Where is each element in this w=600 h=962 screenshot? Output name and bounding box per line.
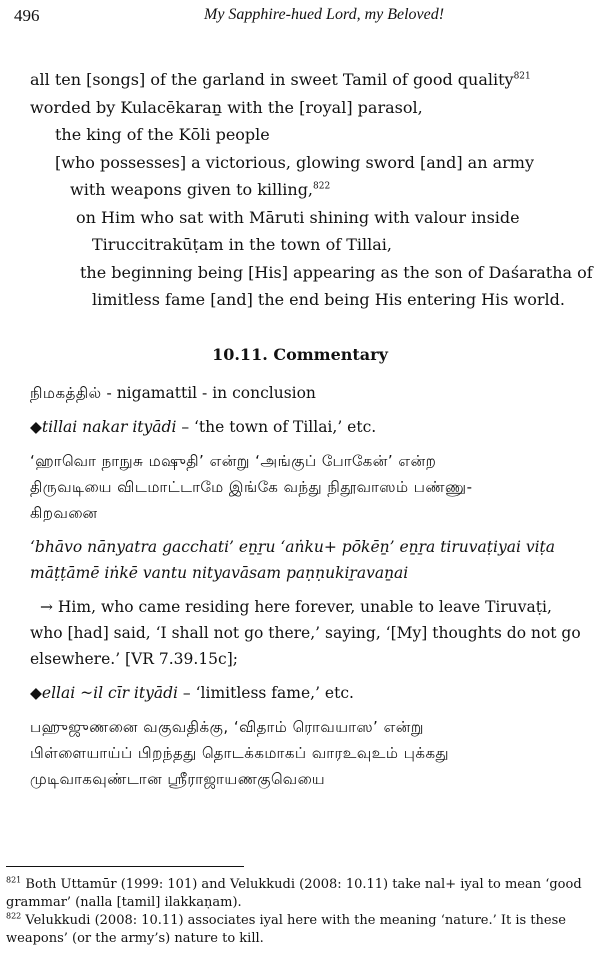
page-number: 496	[14, 6, 40, 25]
page-header	[14, 6, 580, 30]
transliteration-line: ‘bhāvo nānyatra gacchati’ eṉṟu ‘aṅku+ pōkēṉ’ eṉṟa tiruvaṭiyai viṭa	[30, 538, 556, 556]
footnote: $^{821}$ Both Uttamūr (1999: 101) and Velukkudi (2008: 10.11) take nal+ iyal to mean ‘good grammar’ (nalla [tamil] ilakkaṇam).	[6, 875, 582, 910]
verse-line: the king of the Kōli people	[55, 125, 270, 144]
transliteration-line: māṭṭāmē iṅkē vantu nityavāsam paṇṇukiṟavaṉai	[30, 564, 409, 582]
translation-line: who [had] said, ‘I shall not go there,’ saying, ‘[My] thoughts do not go	[30, 624, 581, 642]
commentary-line: ◆tillai nakar ityādi – ‘the town of Tillai,’ etc.	[30, 418, 377, 436]
verse-line: on Him who sat with Māruti shining with valour inside	[76, 207, 520, 227]
section-heading: 10.11. Commentary	[212, 345, 388, 364]
verse-line: with weapons given to killing,$^{822}$	[70, 180, 331, 199]
footnote-divider	[6, 866, 244, 867]
tamil-line: கிறவனை	[30, 504, 98, 522]
verse-line: [who possesses] a victorious, glowing sword [and] an army	[55, 152, 534, 172]
tamil-line: பிள்ளையாய்ப் பிறந்தது தொடக்கமாகப் வாரஉவுஉம் புக்கது	[30, 744, 450, 762]
tamil-line: பஹுஜுணனை வகுவதிக்கு, ‘விதாம் ரொவயாஸ’ என்று	[30, 718, 424, 736]
footnote-ref: 822	[313, 181, 331, 192]
footnote-number: 821	[6, 875, 22, 885]
running-title: My Sapphire-hued Lord, my Beloved!	[204, 6, 445, 23]
commentary-body	[30, 380, 590, 792]
footnotes	[6, 876, 596, 948]
translation-line: elsewhere.’ [VR 7.39.15c];	[30, 650, 238, 668]
footnote-number: 822	[6, 911, 22, 921]
commentary-line: ◆ellai ~il cīr ityādi – ‘limitless fame,’ etc.	[30, 684, 354, 702]
verse-line: all ten [songs] of the garland in sweet Tamil of good quality$^{821}$	[30, 70, 531, 89]
tamil-line: முடிவாகவுண்டான ஸ்ரீராஜாயணகுவெயை	[30, 770, 326, 788]
verse-line: limitless fame [and] the end being His entering His world.	[92, 290, 565, 309]
footnote: $^{822}$ Velukkudi (2008: 10.11) associates iyal here with the meaning ‘nature.’ It is these weapons’ (or the army’s) nature to kill.	[6, 911, 566, 946]
commentary-line: நிமகத்தில் - nigamattil - in conclusion	[30, 384, 316, 402]
translation-line: → Him, who came residing here forever, unable to leave Tiruvaṭi,	[40, 598, 552, 616]
verse-line: worded by Kulacēkaraṉ with the [royal] parasol,	[30, 97, 423, 117]
tamil-line: திருவடியை விடமாட்டாமே இங்கே வந்து நிதூவாஸம் பண்ணு-	[30, 478, 473, 496]
verse-translation	[0, 66, 600, 314]
tamil-line: ‘ஹாவொ நாநுசு மஷுதி’ என்று ‘அங்குப் போகேன்’ என்ற	[30, 452, 437, 470]
verse-line: Tiruccitrakūṭam in the town of Tillai,	[92, 235, 392, 254]
verse-line: the beginning being [His] appearing as the son of Daśaratha of	[80, 262, 593, 282]
footnote-ref: 821	[513, 71, 531, 82]
